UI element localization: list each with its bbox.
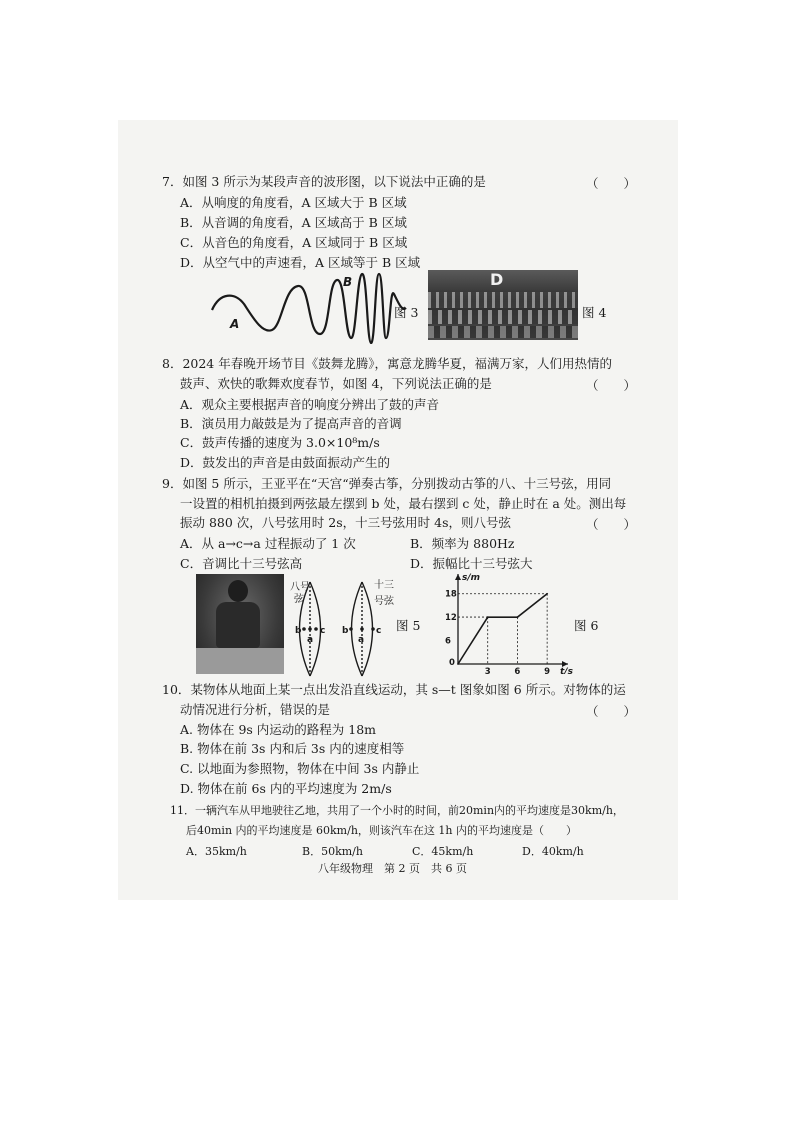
series-line <box>458 594 547 664</box>
y-tick-label: 18 <box>445 589 457 600</box>
q10-option-c: C. 以地面为参照物，物体在中间 3s 内静止 <box>180 761 420 776</box>
fig5-photo <box>196 574 284 674</box>
thirteen-pt-c: c <box>376 626 382 636</box>
x-tick-label: 9 <box>544 667 551 674</box>
q8-answer-paren: （ ） <box>586 378 637 393</box>
q11-option-d: D．40km/h <box>522 845 584 858</box>
q10-answer-paren: （ ） <box>586 704 637 719</box>
q9-option-c: C．音调比十三号弦高 <box>180 556 303 571</box>
stage-letter: D <box>490 270 504 289</box>
data-point <box>517 616 519 618</box>
fig4-drum-photo <box>428 270 578 340</box>
q9-option-d: D．振幅比十三号弦大 <box>410 556 533 571</box>
q10-option-b: B. 物体在前 3s 内和后 3s 内的速度相等 <box>180 741 405 756</box>
q7-option-c: C．从音色的角度看，A 区域同于 B 区域 <box>180 235 408 250</box>
data-point <box>487 616 489 618</box>
y-tick-label: 6 <box>445 636 451 647</box>
thirteen-pt-a: a <box>358 635 365 645</box>
guzheng-instrument <box>196 648 284 674</box>
q11-stem-line2: 后40min 内的平均速度是 60km/h，则该汽车在这 1h 内的平均速度是（ ） <box>186 824 577 837</box>
page-footer: 八年级物理 第 2 页 共 6 页 <box>318 862 467 875</box>
fig3-label-a: A <box>230 317 240 331</box>
fig5-string-diagrams <box>290 576 410 680</box>
label-thirteen-line1: 十三 <box>374 580 394 591</box>
label-eight-line2: 弦 <box>294 594 304 605</box>
fig3-label-b: B <box>343 275 353 289</box>
q8-option-d: D．鼓发出的声音是由鼓面振动产生的 <box>180 455 391 470</box>
y-axis-arrow <box>455 574 461 580</box>
y-tick-label: 12 <box>445 613 457 624</box>
performers-row-1 <box>428 292 578 308</box>
q8-option-b: B．演员用力敲鼓是为了提高声音的音调 <box>180 416 402 431</box>
fig3-waveform <box>210 272 425 344</box>
q10-option-d: D. 物体在前 6s 内的平均速度为 2m/s <box>180 781 392 796</box>
x-tick-label: 6 <box>514 667 521 674</box>
q9-answer-paren: （ ） <box>586 517 637 532</box>
q10-stem-line1: 10．某物体从地面上某一点出发沿直线运动，其 s—t 图象如图 6 所示。对物体的运 <box>162 682 626 697</box>
chart-tick-labels <box>445 590 550 674</box>
q9-option-a: A．从 a→c→a 过程振动了 1 次 <box>180 536 356 551</box>
data-point <box>457 663 459 665</box>
q8-stem-line2: 鼓声、欢快的歌舞欢度春节，如图 4，下列说法正确的是 <box>180 376 492 391</box>
drums-row <box>428 326 578 338</box>
fig6-st-chart <box>436 572 576 674</box>
q10-stem-line2: 动情况进行分析，错误的是 <box>180 702 331 717</box>
q11-stem-line1: 11．一辆汽车从甲地驶往乙地，共用了一个小时的时间，前20min内的平均速度是30km/h， <box>170 804 624 817</box>
q11-option-b: B．50km/h <box>302 845 363 858</box>
eight-pt-a: a <box>307 635 314 645</box>
performers-row-2 <box>428 310 578 324</box>
astronaut-head <box>228 580 248 602</box>
q7-option-a: A．从响度的角度看，A 区域大于 B 区域 <box>180 195 407 210</box>
chart-series <box>457 593 548 665</box>
label-eight-line1: 八号 <box>290 582 310 593</box>
waveform-line <box>212 274 406 343</box>
q9-stem-line2: 一设置的相机拍摄到两弦最左摆到 b 处，最右摆到 c 处，静止时在 a 处。测出每 <box>180 496 627 511</box>
x-tick-label: 0 <box>449 658 455 668</box>
y-axis-label: s/m <box>462 573 481 583</box>
data-point <box>546 593 548 595</box>
chart-axes <box>455 573 574 674</box>
thirteen-string-shape <box>349 582 375 676</box>
q9-stem-line3: 振动 880 次，八号弦用时 2s，十三号弦用时 4s，则八号弦 <box>180 515 511 530</box>
fig3-caption: 图 3 <box>394 305 419 320</box>
x-tick-label: 3 <box>484 667 491 674</box>
thirteen-pt-b: b <box>342 626 349 636</box>
eight-pt-b: b <box>295 626 302 636</box>
fig5-caption: 图 5 <box>396 618 421 633</box>
q7-answer-paren: （ ） <box>586 176 637 191</box>
eight-pt-c: c <box>320 626 326 636</box>
astronaut-body <box>216 602 260 648</box>
q11-option-a: A．35km/h <box>186 845 247 858</box>
q11-option-c: C．45km/h <box>412 845 474 858</box>
q8-stem-line1: 8．2024 年春晚开场节目《鼓舞龙腾》，寓意龙腾华夏，福满万家，人们用热情的 <box>162 356 612 371</box>
q8-option-c: C．鼓声传播的速度为 3.0×10⁸m/s <box>180 435 380 450</box>
x-axis-label: t/s <box>560 667 573 674</box>
fig4-caption: 图 4 <box>582 305 607 320</box>
q9-stem-line1: 9．如图 5 所示，王亚平在“天宫“弹奏古筝，分别拨动古筝的八、十三号弦，用同 <box>162 476 612 491</box>
fig6-caption: 图 6 <box>574 618 599 633</box>
q10-option-a: A. 物体在 9s 内运动的路程为 18m <box>180 722 377 737</box>
q7-option-d: D．从空气中的声速看，A 区域等于 B 区域 <box>180 255 421 270</box>
q7-stem: 7．如图 3 所示为某段声音的波形图，以下说法中正确的是 <box>162 174 486 189</box>
q9-option-b: B．频率为 880Hz <box>410 536 515 551</box>
label-thirteen-line2: 号弦 <box>374 596 394 607</box>
q7-option-b: B．从音调的角度看，A 区域高于 B 区域 <box>180 215 407 230</box>
q8-option-a: A．观众主要根据声音的响度分辨出了鼓的声音 <box>180 397 440 412</box>
